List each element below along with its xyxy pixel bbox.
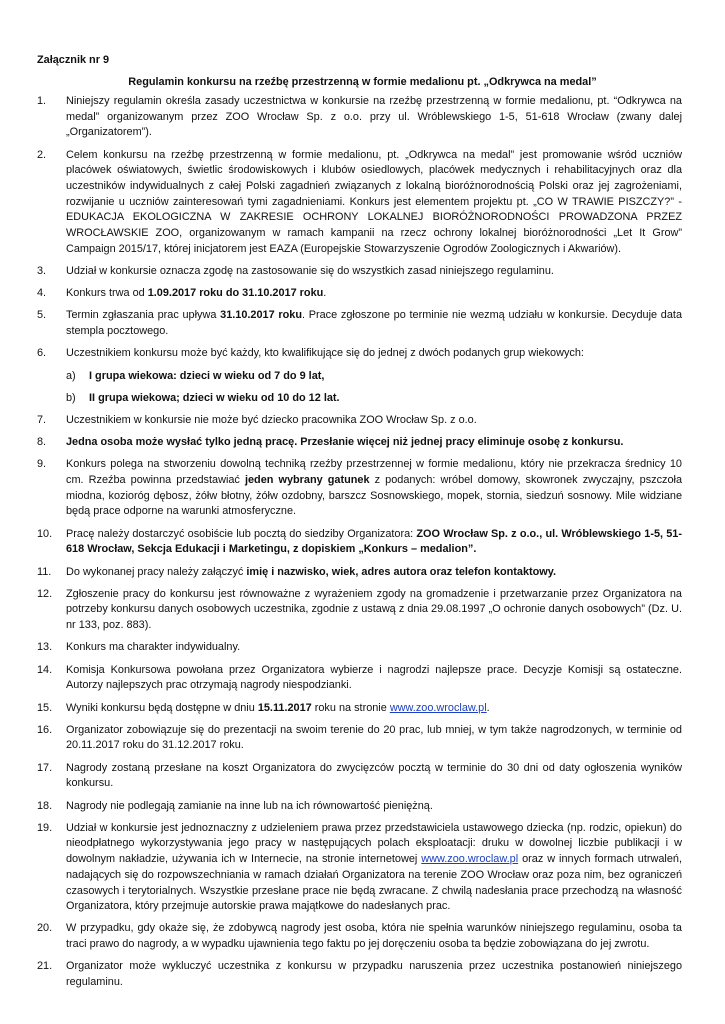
rule-text <box>66 286 682 302</box>
rule-text <box>66 921 682 952</box>
rule-item <box>37 286 682 302</box>
rule-text <box>66 959 682 990</box>
rule-item <box>37 799 682 815</box>
attachment-label: Załącznik nr 9 <box>37 54 110 66</box>
rule-number: 14. <box>37 663 53 676</box>
text-run: oraz w innych formach utrwaleń, nadających się do rozpowszechniania w ramach działań Organizatora na terenie ZOO Wrocław oraz poza nim, bez ograniczeń czasowych i terytorialnych. Wszystkie przesłane prace nie będą zwracane. Z chwilą nadesłania prace przechodzą na własność Organizatora, który przejmuje autorskie prawa majątkowe do nadesłanych prac. <box>66 853 682 913</box>
rule-number: 21. <box>37 960 53 973</box>
rule-item <box>37 264 682 280</box>
rule-text <box>66 701 682 717</box>
rule-number: 16. <box>37 723 53 736</box>
rule-number: 5. <box>37 309 47 322</box>
rule-number: 3. <box>37 265 47 278</box>
rule-number: 13. <box>37 641 53 654</box>
age-group-letter: a) <box>66 369 76 382</box>
bold-text: 1.09.2017 roku do 31.10.2017 roku <box>147 287 324 300</box>
rule-number: 2. <box>37 148 47 161</box>
rule-number: 8. <box>37 436 47 449</box>
text-run: Komisja Konkursowa powołana przez Organizatora wybierze i nagrodzi najlepsze prace. Decyzje Komisji są ostateczne. Autorzy najlepszych prac otrzymają nagrody niespodzianki. <box>66 663 682 692</box>
text-run: Nagrody zostaną przesłane na koszt Organizatora do zwycięzców pocztą w terminie do 30 dni od daty ogłoszenia wyników konkursu. <box>66 761 682 790</box>
rule-text <box>66 799 682 815</box>
rule-number: 11. <box>37 565 52 578</box>
rules-list <box>37 94 682 997</box>
rule-item <box>37 959 682 990</box>
rule-text <box>66 148 682 258</box>
rule-number: 1. <box>37 95 47 107</box>
rule-item <box>37 701 682 717</box>
age-group-letter: b) <box>66 391 76 404</box>
text-run: Niniejszy regulamin określa zasady uczestnictwa w konkursie na rzeźbę przestrzenną w formie medalionu, pt. “Odkrywca na medal” organizowanym przez ZOO Wrocław Sp. z o.o. przy ul. Wróblewskiego 1-5, 51-618 Wrocław (zwany dalej „Organizatorem”). <box>66 95 682 139</box>
text-run: Pracę należy dostarczyć osobiście lub pocztą do siedziby Organizatora: <box>66 527 417 540</box>
bold-text: 15.11.2017 <box>257 701 312 714</box>
text-run: . <box>486 701 490 714</box>
bold-text: jeden wybrany gatunek <box>244 474 370 487</box>
text-run: Termin zgłaszania prac upływa <box>66 309 221 322</box>
rule-text <box>66 723 682 754</box>
rule-number: 10. <box>37 527 53 540</box>
age-group-text: I grupa wiekowa: dzieci w wieku od 7 do 9 lat, <box>89 369 325 382</box>
text-run: Do wykonanej pracy należy załączyć <box>66 565 247 578</box>
text-run: z podanych: wróbel domowy, skowronek zwyczajny, pszczoła miodna, kozioróg dębosz, żółw błotny, żółw ozdobny, barszcz Sosnowskiego, mopek, stornia, siedzuń sosnowy. Mile widziane będą prace odporne na warunki atmosferyczne. <box>66 474 683 518</box>
rule-item <box>37 723 682 754</box>
rule-item <box>37 821 682 915</box>
rule-item <box>37 457 682 520</box>
text-run: Uczestnikiem w konkursie nie może być dziecko pracownika ZOO Wrocław Sp. z o.o. <box>66 413 477 426</box>
rule-number: 15. <box>37 701 53 714</box>
text-run: . Prace zgłoszone po terminie nie wezmą udziału w konkursie. Decyduje data stempla pocztowego. <box>66 309 682 338</box>
bold-text: ZOO Wrocław Sp. z o.o., ul. Wróblewskiego 1-5, 51-618 Wrocław, Sekcja Edukacji i Marketingu, z dopiskiem „Konkurs – medalion”. <box>66 527 682 556</box>
bold-text: 31.10.2017 roku <box>220 309 302 322</box>
rule-item <box>37 308 682 339</box>
age-group-item <box>37 391 682 407</box>
rule-item <box>37 527 682 558</box>
text-run: Konkurs trwa od <box>66 287 148 300</box>
rule-text <box>66 565 682 581</box>
text-run: Uczestnikiem konkursu może być każdy, kto kwalifikujące się do jednej z dwóch podanych grup wiekowych: <box>66 347 584 360</box>
rule-number: 19. <box>37 821 53 834</box>
document-title: Regulamin konkursu na rzeźbę przestrzenną w formie medalionu pt. „Odkrywca na medal” <box>128 76 597 88</box>
rule-item <box>37 587 682 634</box>
rule-number: 7. <box>37 413 47 426</box>
rule-item <box>37 346 682 362</box>
rule-text <box>66 821 682 915</box>
rule-text <box>66 308 682 339</box>
text-run: W przypadku, gdy okaże się, że zdobywcą nagrody jest osoba, która nie spełnia warunków niniejszego regulaminu, osoba ta traci prawo do nagrody, a w wypadku ujawnienia tego faktu po jej doręczeniu osoba ta będzie zobowiązana do jej zwrotu. <box>66 922 682 951</box>
rule-text <box>66 435 682 451</box>
text-run: Nagrody nie podlegają zamianie na inne lub na ich równowartość pieniężną. <box>66 799 433 812</box>
rule-text <box>66 457 682 520</box>
website-link[interactable]: www.zoo.wroclaw.pl <box>389 701 487 714</box>
website-link[interactable]: www.zoo.wroclaw.pl <box>421 853 519 866</box>
rule-text <box>66 346 682 362</box>
rule-item <box>37 148 682 258</box>
text-run: Zgłoszenie pracy do konkursu jest równoważne z wyrażeniem zgody na gromadzenie i przetwarzanie przez Organizatora na potrzeby konkursu danych osobowych uczestnika, zgodnie z ustawą z dnia 29.08.1997 „O ochronie danych osobowych” (Dz. U. nr 133, poz. 883). <box>66 587 682 632</box>
rule-text <box>66 527 682 558</box>
rule-item <box>37 663 682 694</box>
rule-item <box>37 640 682 656</box>
text-run: Wyniki konkursu będą dostępne w dniu <box>66 701 258 714</box>
rule-item <box>37 435 682 451</box>
rule-text <box>66 264 682 280</box>
text-run: . <box>323 287 327 300</box>
text-run: Udział w konkursie oznacza zgodę na zastosowanie się do wszystkich zasad niniejszego regulaminu. <box>66 265 554 278</box>
rule-text <box>66 640 682 656</box>
rule-text <box>66 413 682 429</box>
text-run: Organizator zobowiązuje się do prezentacji na swoim terenie do 20 prac, lub mniej, w tym także nagrodzonych, w terminie od 20.11.2017 roku do 31.12.2017 roku. <box>66 723 682 752</box>
bold-text: imię i nazwisko, wiek, adres autora oraz telefon kontaktowy. <box>246 565 557 578</box>
rule-number: 12. <box>37 587 53 600</box>
rule-number: 6. <box>37 347 47 360</box>
rule-item <box>37 921 682 952</box>
text-run: Udział w konkursie jest jednoznaczny z udzieleniem prawa przez przedstawiciela ustawowego dziecka (np. rodzic, opiekun) do nieodpłatnego wykorzystywania jego pracy w następujących polach eksploatacji: druku w dowolnej liczbie publikacji i w dowolnym nakładzie, używania ich w Internecie, na stronie internetowej <box>66 821 682 866</box>
age-group-item <box>37 369 682 385</box>
rule-number: 20. <box>37 922 53 935</box>
text-run: roku na stronie <box>311 701 390 714</box>
rule-text <box>66 663 682 694</box>
bold-text: Jedna osoba może wysłać tylko jedną pracę. Przesłanie więcej niż jednej pracy eliminuje osobę z konkursu. <box>66 436 624 449</box>
rule-number: 18. <box>37 799 53 812</box>
text-run: Konkurs ma charakter indywidualny. <box>66 641 241 654</box>
rule-text <box>66 761 682 792</box>
rule-item <box>37 94 682 141</box>
rule-number: 17. <box>37 761 53 774</box>
rule-number: 9. <box>37 458 47 471</box>
age-group-text: II grupa wiekowa; dzieci w wieku od 10 do 12 lat. <box>89 391 340 404</box>
text-run: Konkurs polega na stworzeniu dowolną techniką rzeźby przestrzennej w formie medalionu, który nie przekracza średnicy 10 cm. Rzeźba powinna przedstawiać <box>66 458 682 487</box>
rule-item <box>37 761 682 792</box>
rule-number: 4. <box>37 287 47 300</box>
rule-item <box>37 413 682 429</box>
rule-text <box>66 587 682 634</box>
text-run: Celem konkursu na rzeźbę przestrzenną w formie medalionu, pt. „Odkrywca na medal” jest promowanie wśród uczniów placówek oświatowych, świetlic środowiskowych i klubów osiedlowych, placówek medycznych i rehabilitacyjnych oraz dla uczestników indywidualnych z całej Polski zagadnień związanych z lokalną bioróżnorodnością Polski oraz jej zagrożeniami, rozwijanie u uczniów zainteresowań tymi zagadnieniami. Konkurs jest elementem projektu pt. „CO W TRAWIE PISZCZY?” - EDUKACJA EKOLOGICZNA W ZAKRESIE OCHRONY LOKALNEJ BIORÓŻNORODNOŚCI PROWADZONA PRZEZ WROCŁAWSKIE ZOO, organizowanym w ramach kampanii na rzecz ochrony lokalnej bioróżnorodności „Let It Grow” Campaign 2015/17, której inicjatorem jest EAZA (Europejskie Stowarzyszenie Ogrodów Zoologicznych i Akwariów). <box>66 148 682 255</box>
rule-item <box>37 565 682 581</box>
rule-text <box>66 94 682 141</box>
text-run: Organizator może wykluczyć uczestnika z konkursu w przypadku naruszenia przez uczestnika postanowień niniejszego regulaminu. <box>66 960 682 989</box>
